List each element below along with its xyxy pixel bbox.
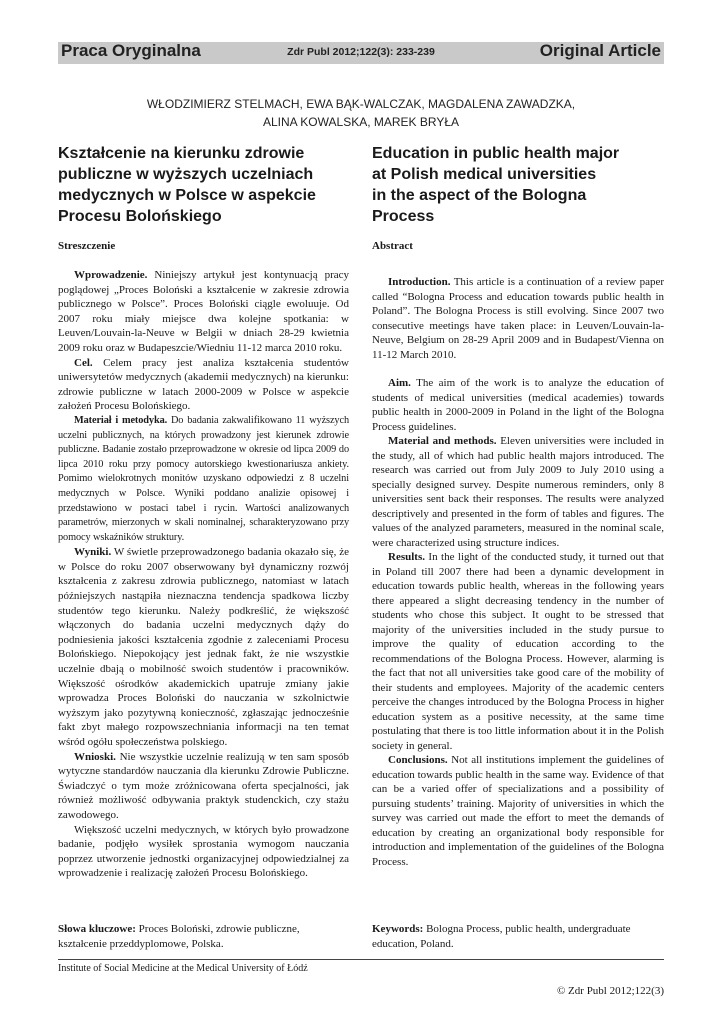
en-results-text: In the light of the conducted study, it turned out that in Poland till 2007 there had been a dynamic development in education towards public health, whereas in the following years there appeared a slight decreasing tendency in the number of students who chose this subject. It ought to be stressed that majority of the universities included in the study pursue to improve the quality of education according to the recommendations of the Bologna Process. However, alarming is the fact that not all universities take good care of the mobility of their students and employees. Majority of the academic centers perceive the changes introduced by the Bologna Process in higher education system as a positive necessity, at the same time postulating that there is too little information about it in the Polish society in general.: [372, 551, 664, 752]
title-polish-line: Procesu Bolońskiego: [58, 208, 222, 225]
author-line-1: WŁODZIMIERZ STELMACH, EWA BĄK-WALCZAK, MAGDALENA ZAWADZKA,: [146, 97, 576, 111]
pl-conclusions-label: Wnioski.: [74, 750, 116, 763]
keywords-english-label: Keywords:: [372, 923, 424, 935]
abstract-heading: Abstract: [372, 240, 413, 252]
pl-conclusions-text: Nie wszystkie uczelnie realizują w ten sam sposób wytyczne standardów nauczania dla kierunku Zdrowie Publiczne. Świadczyć o tym może zróżnicowana oferta specjalności, jak również możliwość odbywania praktyk studenckich, czy stażu zawodowego.: [58, 750, 349, 821]
en-conclusions-label: Conclusions.: [388, 754, 448, 766]
en-results-label: Results.: [388, 551, 425, 563]
keywords-english-text: Bologna Process, public health, undergraduate education, Poland.: [372, 923, 631, 950]
en-conclusions: [372, 753, 664, 869]
pl-results-label: Wyniki.: [74, 546, 112, 559]
en-methods: [372, 434, 664, 550]
pl-introduction-label: Wprowadzenie.: [74, 269, 148, 281]
title-english-line: in the aspect of the Bologna: [372, 187, 587, 204]
en-aim-text: The aim of the work is to analyze the education of students of medical universities (medical academies) towards public health in 2000-2009 in Poland in the light of the Bologna Process guidelines.: [372, 377, 664, 433]
section-label-english: Original Article: [539, 41, 661, 60]
en-introduction-label: Introduction.: [388, 276, 451, 288]
title-english-line: at Polish medical universities: [372, 166, 597, 183]
title-polish: [58, 143, 348, 227]
en-conclusions-text: Not all institutions implement the guidelines of education towards public health in the same way. Evidence of that can be a varied offer of specializations and a possibility of pursuing students’ training. Majority of universities in which the survey was carried out made the effort to meet the demands of education by creating an organizational body responsible for introduction and implementation of the guidelines of the Bologna Process.: [372, 754, 664, 868]
author-list: [58, 95, 664, 131]
keywords-polish-text: Proces Boloński, zdrowie publiczne, kształcenie przeddyplomowe, Polska.: [58, 923, 300, 950]
abstract-polish: [58, 268, 349, 881]
pl-introduction-text: Niniejszy artykuł jest kontynuacją pracy poglądowej „Proces Boloński a kształcenie w zakresie zdrowia publicznego w Polsce”. Proces Boloński ciągle ewoluuje. Od 2007 roku miały miejsce dwa kolejne spotkania: w Leuven/Louvain-la-Neuve w Belgii w dniach 28-29 kwietnia 2009 roku oraz w Budapeszcie/Wiedniu 11-12 marca 2010 roku.: [58, 269, 349, 354]
en-aim: [372, 376, 664, 434]
en-introduction: [372, 275, 664, 362]
pl-final-paragraph: Większość uczelni medycznych, w których było prowadzone badanie, podjęło wysiłek sprostania wymogom nauczania poprzez utworzenie jednostki organizacyjnej odpowiedzialnej za wprowadzenie i realizację założeń Procesu Bolońskiego.: [58, 823, 349, 880]
journal-header-bar: [58, 42, 664, 64]
title-english: [372, 143, 664, 227]
pl-results-text: W świetle przeprowadzonego badania okazało się, że w Polsce do roku 2007 obserwowany był dynamiczny rozwój kształcenia z zakresu zdrowia publicznego, natomiast w latach późniejszych nastąpiła nieznaczna tendencja spadkowa liczby studentów tego kierunku. Należy podkreślić, że większość włączonych do badania uczelni medycznych dąży do podniesienia jakości kształcenia zgodnie z zaleceniami Procesu Bolońskiego. Niepokojący jest jednak fakt, że nie wszystkie uczelnie dbają o mobilność swoich studentów i pracowników. Większość ośrodków akademickich upatruje zmiany jakie wprowadza Proces Boloński do nauczania w szkolnictwie wyższym jako pozytywną konieczność, zgłaszając jednocześnie fakt zbyt małego rozpowszechniania informacji na ten temat wśród ogółu społeczeństwa polskiego.: [58, 546, 349, 748]
streszczenie-heading: Streszczenie: [58, 240, 116, 252]
title-polish-line: publiczne w wyższych uczelniach: [58, 166, 314, 183]
abstract-english: [372, 275, 664, 869]
pl-methods-label: Materiał i metodyka.: [74, 414, 168, 426]
en-aim-label: Aim.: [388, 377, 411, 389]
en-introduction-text: This article is a continuation of a review paper called “Bologna Process and education towards public health in Poland”. The Bologna Process is still evolving. Since 2007 two consecutive meetings have taken place: in Leuven/Louvain-la-Neuve, Belgium on 28-29 April 2009 and in Budapest/Vienna on 11-12 March 2010.: [372, 276, 664, 361]
pl-conclusions: [58, 750, 349, 823]
section-label-polish: Praca Oryginalna: [61, 41, 201, 60]
pl-aim: [58, 356, 349, 414]
title-english-line: Education in public health major: [372, 145, 620, 162]
pl-methods: [58, 414, 349, 545]
pl-introduction: [58, 268, 349, 356]
pl-methods-text: Do badania zakwalifikowano 11 wyższych uczelni publicznych, na których prowadzony jest kierunek zdrowie publiczne. Badanie zostało przeprowadzone w okresie od lipca 2009 do lipca 2010 roku przy pomocy autorskiego kwestionariusza ankiety. Pomimo wielokrotnych monitów uzyskano odpowiedzi z 8 uczelni medycznych w Polsce. Wyniki poddano analizie opisowej i przedstawiono w postaci tabel i rycin. Wartości analizowanych parametrów, mierzonych w skali nominalnej, scharakteryzowano przy pomocy wskaźników struktury.: [58, 414, 349, 543]
affiliation-footnote: Institute of Social Medicine at the Medical University of Łódź: [58, 963, 308, 974]
footnote-divider: [58, 959, 664, 960]
title-english-line: Process: [372, 208, 435, 225]
pl-aim-text: Celem pracy jest analiza kształcenia studentów uniwersytetów medycznych (akademii medycznych) na kierunku: zdrowie publiczne w latach 2000-2009 w Polsce w aspekcie założeń Procesu Bolońskiego.: [58, 356, 349, 413]
journal-citation: Zdr Publ 2012;122(3): 233-239: [287, 46, 435, 58]
keywords-english: [372, 922, 664, 952]
keywords-polish-label: Słowa kluczowe:: [58, 923, 136, 935]
page-footer-copyright: © Zdr Publ 2012;122(3): [556, 985, 664, 997]
pl-aim-label: Cel.: [74, 356, 93, 369]
keywords-polish: [58, 922, 349, 952]
title-polish-line: medycznych w Polsce w aspekcie: [58, 187, 316, 204]
en-methods-text: Eleven universities were included in the study, all of which had public health majors introduced. The research was carried out from July 2009 to July 2010 using a specially designed survey. Despite numerous reminders, only 8 universities sent back their responses. The results were analyzed descriptively and presented in the form of tables and figures. The values of the analyzed parameters, measured in the nominal scale, were characterized using structure indices.: [372, 435, 665, 549]
pl-results: [58, 545, 349, 749]
author-line-2: ALINA KOWALSKA, MAREK BRYŁA: [262, 115, 460, 129]
title-polish-line: Kształcenie na kierunku zdrowie: [58, 145, 305, 162]
en-results: [372, 550, 664, 753]
en-methods-label: Material and methods.: [388, 435, 497, 447]
